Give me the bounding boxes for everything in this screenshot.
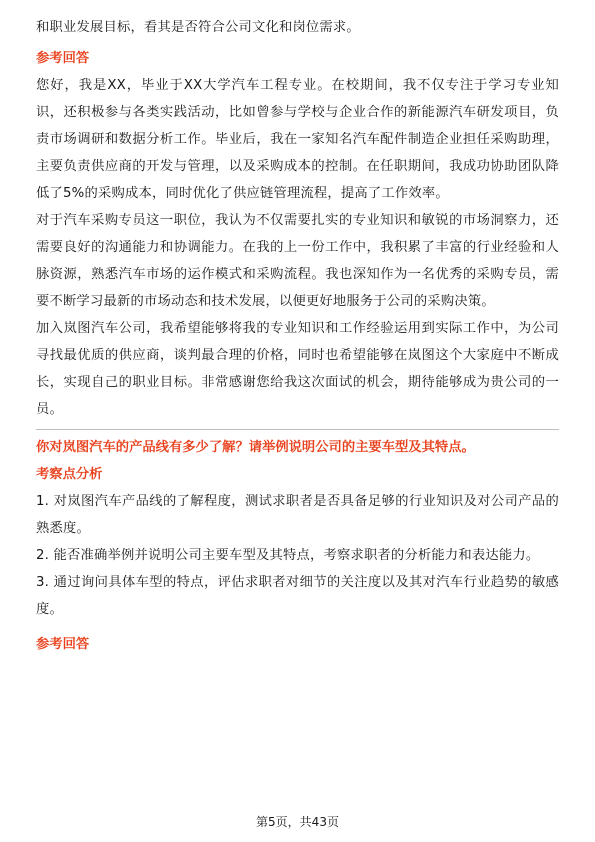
answer-paragraph: 加入岚图汽车公司，我希望能够将我的专业知识和工作经验运用到实际工作中，为公司寻找最优质的供应商，谈判最合理的价格，同时也希望能够在岚图这个大家庭中不断成长，实现自己的职业目标。非常感谢您给我这次面试的机会，期待能够成为贵公司的一员。 xyxy=(36,321,559,417)
analysis-point: 2. 能否准确举例并说明公司主要车型及其特点，考察求职者的分析能力和表达能力。 xyxy=(36,548,540,563)
section-divider xyxy=(36,429,559,430)
intro-tail-text: 和职业发展目标，看其是否符合公司文化和岗位需求。 xyxy=(36,20,360,35)
page-number: 第5页，共43页 xyxy=(256,815,339,829)
answer-paragraph: 您好，我是XX，毕业于XX大学汽车工程专业。在校期间，我不仅专注于学习专业知识，还积极参与各类实践活动，比如曾参与学校与企业合作的新能源汽车研发项目，负责市场调研和数据分析工作。毕业后，我在一家知名汽车配件制造企业担任采购助理，主要负责供应商的开发与管理，以及采购成本的控制。在任职期间，我成功协助团队降低了5%的采购成本，同时优化了供应链管理流程，提高了工作效率。 xyxy=(36,78,559,201)
reference-answer-label: 参考回答 xyxy=(36,637,90,652)
reference-answer-label: 参考回答 xyxy=(36,51,90,66)
question-title: 你对岚图汽车的产品线有多少了解？请举例说明公司的主要车型及其特点。 xyxy=(36,440,475,455)
document-page xyxy=(36,14,559,658)
analysis-point: 1. 对岚图汽车产品线的了解程度，测试求职者是否具备足够的行业知识及对公司产品的熟悉度。 xyxy=(36,494,559,536)
answer-paragraph: 对于汽车采购专员这一职位，我认为不仅需要扎实的专业知识和敏锐的市场洞察力，还需要良好的沟通能力和协调能力。在我的上一份工作中，我积累了丰富的行业经验和人脉资源，熟悉汽车市场的运作模式和采购流程。我也深知作为一名优秀的采购专员，需要不断学习最新的市场动态和技术发展，以便更好地服务于公司的采购决策。 xyxy=(36,213,559,309)
analysis-point: 3. 通过询问具体车型的特点，评估求职者对细节的关注度以及其对汽车行业趋势的敏感度。 xyxy=(36,575,559,617)
analysis-label: 考察点分析 xyxy=(36,467,103,482)
